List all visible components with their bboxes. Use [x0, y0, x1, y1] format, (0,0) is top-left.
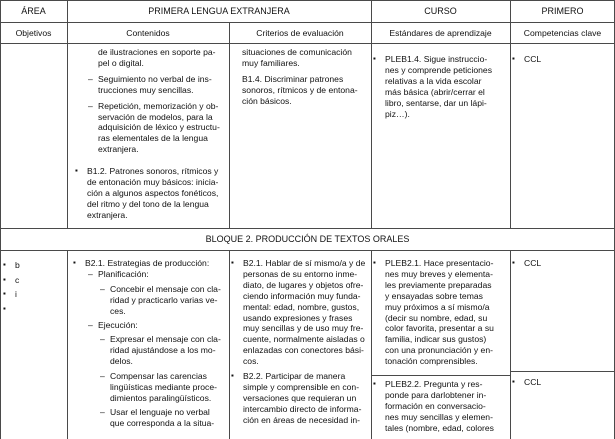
col-contenidos: Contenidos [126, 28, 170, 38]
text-line: delos. [110, 355, 133, 366]
text-line: mental: edad, nombre, gustos, [243, 301, 360, 312]
text-line: ridad ajustándose a los mo- [110, 344, 216, 355]
text-line: – Ejecución: [98, 320, 228, 331]
text-line: familia, indicar sus gustos) [385, 334, 487, 345]
text-line: usando expresiones y frases [243, 312, 353, 323]
text-line: ▪ B2.1. Hablar de sí mismo/a y de [243, 258, 370, 269]
row2-contenidos-planificacion [98, 269, 228, 280]
text-line: cos. [243, 356, 259, 367]
row2-contenidos-ejecucion [98, 320, 228, 331]
competency-badge: ▪ CCL [524, 377, 604, 388]
text-line: ponde para darlobtener in- [385, 389, 487, 400]
text-line: ▪ B2.2. Participar de manera [243, 371, 370, 382]
row2-estandares-2 [385, 379, 509, 434]
text-line: ción básicos. [242, 95, 292, 106]
text-line: muy sencillas y de uso muy fre- [243, 323, 364, 334]
col-criterios: Criterios de evaluación [256, 28, 344, 38]
text-line: ▪ B2.1. Estrategias de producción: [85, 258, 228, 269]
text-line: – Compensar las carencias [110, 371, 228, 382]
row1-contenidos-b12 [87, 166, 228, 221]
text-line: lingüísticas mediante proce- [110, 381, 217, 392]
col-estandares: Estándares de aprendizaje [389, 28, 492, 38]
text-line: tonación comprensibles. [385, 356, 478, 367]
text-line: (decir su nombre, edad, su [385, 312, 488, 323]
text-line: les previamente preparadas [385, 279, 492, 290]
text-line: adquisición de léxico y estructu- [98, 122, 220, 133]
text-line: ▪ B1.2. Patrones sonoros, rítmicos y [87, 166, 228, 177]
text-line: nes muy breves y elementa- [385, 268, 493, 279]
text-line: ciendo información muy funda- [243, 290, 361, 301]
text-line: ▪ PLEB2.1. Hace presentacio- [385, 258, 509, 269]
row2-competencias-1 [524, 258, 604, 269]
text-line: con una pronunciación y en- [385, 345, 493, 356]
text-line: ridad y practicarlo varias ve- [110, 294, 218, 305]
text-line: – Seguimiento no verbal de ins- [98, 74, 228, 85]
text-line: pel o digital. [98, 57, 144, 68]
text-line: piz…). [385, 108, 410, 119]
text-line: diato, de lugares y objetos ofre- [243, 279, 364, 290]
text-line: ▪ PLEB1.4. Sigue instruccio- [385, 54, 509, 65]
text-line: nes y comprende peticiones [385, 64, 493, 75]
row2-contenidos-ejec-items [110, 334, 228, 429]
subject-title: PRIMERA LENGUA EXTRANJERA [148, 6, 290, 16]
text-line: extranjera. [98, 144, 139, 155]
text-line: color favorita, presentar a su [385, 323, 494, 334]
row2-criterios [243, 258, 370, 426]
text-line: – Planificación: [98, 269, 228, 280]
text-line: tales (nombre, edad, colores [385, 422, 494, 433]
row1-criterios [242, 47, 370, 107]
text-line: ▪ PLEB2.2. Pregunta y res- [385, 379, 509, 390]
row1-estandares [385, 54, 509, 119]
text-line: de ilustraciones en soporte pa- [98, 47, 216, 57]
text-line: B1.4. Discriminar patrones [242, 73, 344, 84]
text-line: más básica (abrir/cerrar el [385, 86, 485, 97]
text-line: situaciones de comunicación [242, 47, 352, 57]
objective-item [15, 302, 65, 317]
text-line: extranjera. [87, 209, 128, 220]
text-line: – Usar el lenguaje no verbal [110, 407, 228, 418]
competency-badge: ▪ CCL [524, 54, 604, 65]
text-line: personas de su entorno inme- [243, 268, 358, 279]
row2-competencias-2 [524, 377, 604, 388]
text-line: formación en conversacio- [385, 400, 486, 411]
objective-item: ▪ c [15, 273, 65, 288]
row2-objetivos [15, 258, 65, 316]
text-line: nes muy sencillas y elemen- [385, 411, 493, 422]
text-line: ces. [110, 305, 126, 316]
text-line: libro, sentarse, dar un lápi- [385, 97, 487, 108]
text-line: servación de modelos, para la [98, 111, 213, 122]
row1-contenidos [98, 47, 228, 155]
text-line: cuente, normalmente aisladas o [243, 334, 365, 345]
text-line: de entonación muy básicos: inicia- [87, 176, 219, 187]
course-label: CURSO [424, 6, 457, 16]
row1-competencias [524, 54, 604, 65]
text-line: – Repetición, memorización y ob- [98, 101, 228, 112]
text-line: relativas a la vida escolar [385, 75, 482, 86]
text-line: sonoros, rítmicos y de entona- [242, 84, 358, 95]
col-competencias: Competencias clave [523, 28, 602, 38]
text-line: muy próximos a sí mismo/a [385, 301, 490, 312]
block2-title: BLOQUE 2. PRODUCCIÓN DE TEXTOS ORALES [205, 234, 410, 244]
text-line: ras elementales de la lengua [98, 133, 208, 144]
objective-item: ▪ b [15, 258, 65, 273]
text-line: muy familiares. [242, 57, 300, 68]
area-header: ÁREA [21, 6, 46, 16]
text-line: trucciones muy sencillas. [98, 84, 194, 95]
col-objetivos: Objetivos [15, 28, 52, 38]
text-line: – Expresar el mensaje con cla- [110, 334, 228, 345]
competency-badge: ▪ CCL [524, 258, 604, 269]
text-line: – Concebir el mensaje con cla- [110, 284, 228, 295]
text-line: ción a algunos aspectos fonéticos, [87, 187, 219, 198]
text-line: que corresponda a la situa- [110, 418, 215, 429]
text-line: y ensayadas sobre temas [385, 290, 483, 301]
text-line: simple y comprensible en con- [243, 381, 360, 392]
row2-contenidos-plan-items [110, 284, 228, 317]
row2-estandares-1 [385, 258, 509, 367]
text-line: enlazadas con conectores bási- [243, 345, 364, 356]
text-line: dimientos paralingüísticos. [110, 392, 212, 403]
text-line: del ritmo y del tono de la lengua [87, 198, 209, 209]
row2-contenidos [85, 258, 228, 269]
course-value: PRIMERO [541, 6, 584, 16]
text-line: versaciones que requieran un [243, 392, 357, 403]
objective-item: ▪ i [15, 287, 65, 302]
text-line: intercambio directo de informa- [243, 403, 362, 414]
text-line: ción en áreas de necesidad in- [243, 414, 361, 425]
